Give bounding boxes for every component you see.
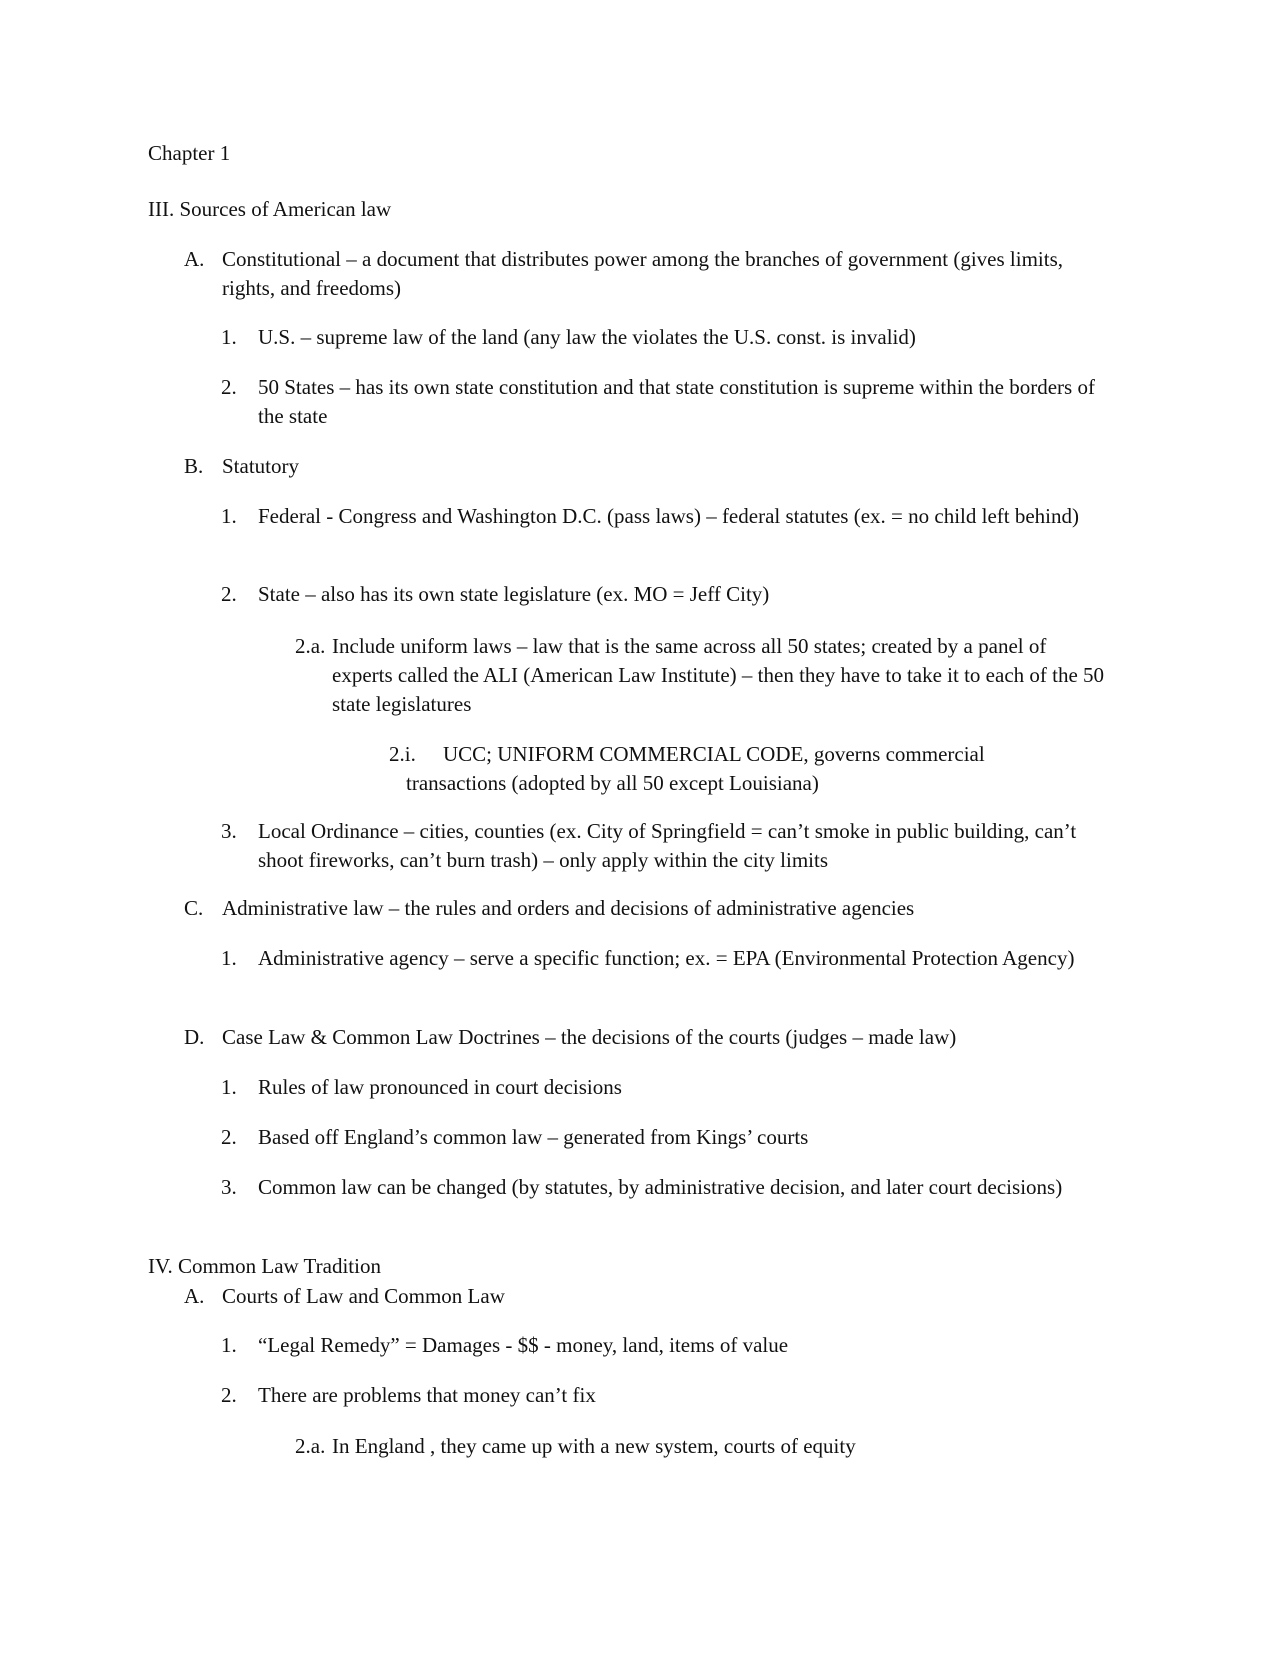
outline-marker: B.	[184, 454, 204, 478]
outline-text: Case Law & Common Law Doctrines – the decisions of the courts (judges – made law)	[222, 1025, 957, 1049]
outline-item-iii-b-2a	[295, 632, 1110, 719]
outline-item-iii-d-1	[221, 1073, 1108, 1102]
outline-marker: 2.	[221, 582, 237, 606]
outline-marker: 1.	[221, 325, 237, 349]
outline-marker: A.	[184, 247, 205, 271]
outline-item-iv-a	[184, 1282, 1102, 1311]
outline-item-iii-b-2	[221, 580, 1108, 609]
outline-item-iii-d-3	[221, 1173, 1108, 1202]
outline-text: Based off England’s common law – generated from Kings’ courts	[258, 1125, 809, 1149]
outline-marker: D.	[184, 1025, 205, 1049]
outline-marker: C.	[184, 896, 204, 920]
outline-item-iii-a-1	[221, 323, 1108, 352]
outline-marker: 2.	[221, 1383, 237, 1407]
outline-item-iii-d	[184, 1023, 1102, 1052]
outline-item-iii-c-1	[221, 944, 1108, 973]
outline-text: Federal - Congress and Washington D.C. (pass laws) – federal statutes (ex. = no child left behind)	[258, 504, 1079, 528]
outline-marker: 3.	[221, 1175, 237, 1199]
outline-text: Constitutional – a document that distributes power among the branches of government (gives limits, rights, and freedoms)	[222, 247, 1064, 300]
outline-text: UCC; UNIFORM COMMERCIAL CODE, governs commercial transactions (adopted by all 50 except Louisiana)	[406, 742, 985, 795]
outline-text: Administrative law – the rules and orders and decisions of administrative agencies	[222, 896, 915, 920]
outline-item-iii-b	[184, 452, 1102, 481]
outline-item-iii-a-2	[221, 373, 1108, 431]
outline-marker: 3.	[221, 819, 237, 843]
outline-text: Administrative agency – serve a specific function; ex. = EPA (Environmental Protection Agency)	[258, 946, 1075, 970]
outline-item-iii-b-3	[221, 817, 1108, 875]
outline-item-iv-a-1	[221, 1331, 1108, 1360]
outline-text: Courts of Law and Common Law	[222, 1284, 505, 1308]
outline-marker: 1.	[221, 1075, 237, 1099]
outline-text: 50 States – has its own state constitution and that state constitution is supreme within the borders of the state	[258, 375, 1095, 428]
outline-marker: 1.	[221, 504, 237, 528]
outline-marker: 2.i.	[389, 742, 416, 766]
outline-text: Statutory	[222, 454, 299, 478]
outline-marker: A.	[184, 1284, 205, 1308]
outline-text: Common law can be changed (by statutes, by administrative decision, and later court decisions)	[258, 1175, 1063, 1199]
chapter-title: Chapter 1	[148, 141, 231, 165]
outline-marker: 1.	[221, 946, 237, 970]
outline-text: Local Ordinance – cities, counties (ex. City of Springfield = can’t smoke in public building, can’t shoot fireworks, can’t burn trash) – only apply within the city limits	[258, 819, 1077, 872]
outline-item-iii-b-1	[221, 502, 1108, 531]
outline-text: “Legal Remedy” = Damages - $$ - money, land, items of value	[258, 1333, 789, 1357]
outline-item-iv-a-2a	[295, 1432, 1110, 1461]
outline-marker: 2.a.	[295, 1434, 326, 1458]
outline-item-iii-c	[184, 894, 1102, 923]
outline-text: Include uniform laws – law that is the same across all 50 states; created by a panel of experts called the ALI (American Law Institute) – then they have to take it to each of the 50 state legislatures	[332, 634, 1105, 716]
outline-marker: 2.	[221, 375, 237, 399]
outline-item-iii-b-2i	[389, 740, 1046, 798]
outline-item-iii-a	[184, 245, 1102, 303]
outline-text: Rules of law pronounced in court decisions	[258, 1075, 622, 1099]
outline-marker: 2.	[221, 1125, 237, 1149]
outline-text: State – also has its own state legislature (ex. MO = Jeff City)	[258, 582, 770, 606]
outline-marker: 1.	[221, 1333, 237, 1357]
outline-item-iv-a-2	[221, 1381, 1108, 1410]
outline-marker: 2.a.	[295, 634, 326, 658]
section-heading-iii: III. Sources of American law	[148, 197, 392, 221]
outline-text: U.S. – supreme law of the land (any law the violates the U.S. const. is invalid)	[258, 325, 916, 349]
outline-text: There are problems that money can’t fix	[258, 1383, 596, 1407]
outline-text: In England , they came up with a new system, courts of equity	[332, 1434, 856, 1458]
section-heading-iv: IV. Common Law Tradition	[148, 1254, 381, 1278]
outline-item-iii-d-2	[221, 1123, 1108, 1152]
